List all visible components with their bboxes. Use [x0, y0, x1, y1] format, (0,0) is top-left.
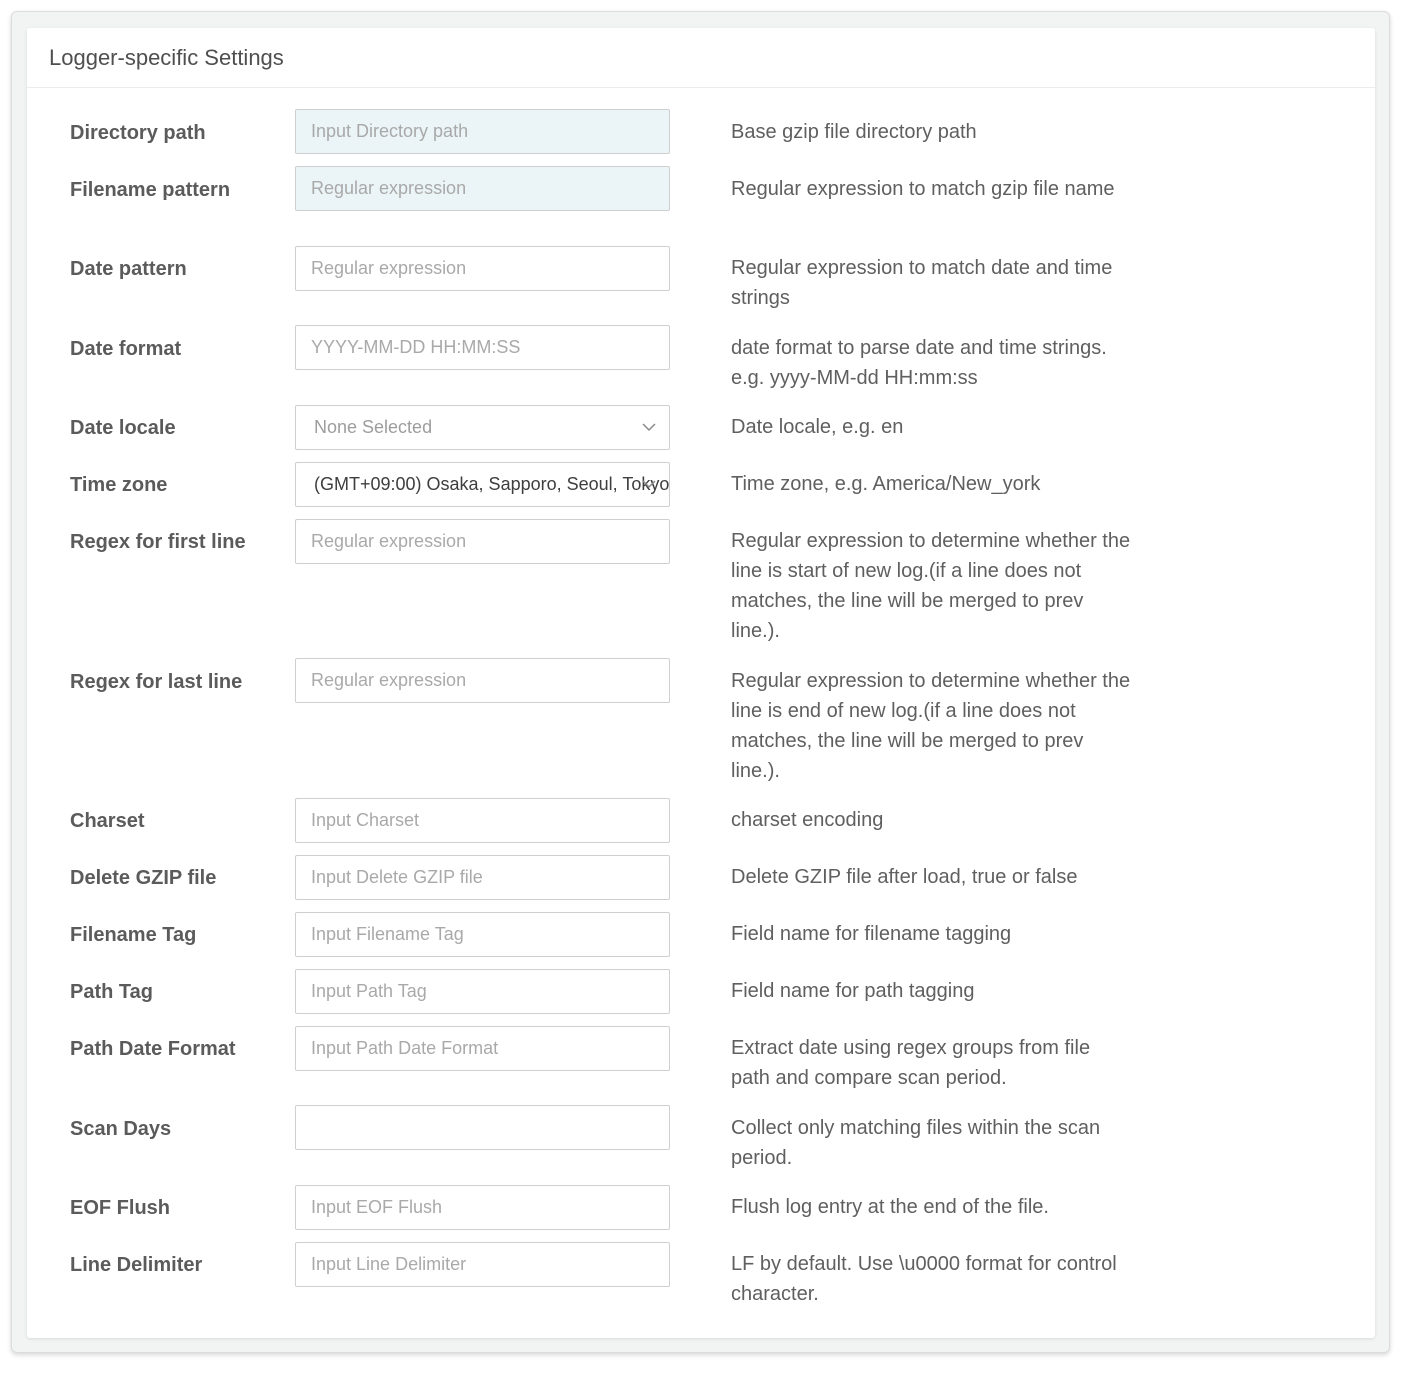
- date-pattern-input[interactable]: [295, 246, 670, 291]
- help-path-tag: Field name for path tagging: [731, 980, 975, 1002]
- label-regex-last-line: Regex for last line: [70, 671, 243, 693]
- help-directory-path: Base gzip file directory path: [731, 121, 977, 143]
- regex-first-line-placeholder: Regular expression: [311, 531, 467, 551]
- regex-last-line-input[interactable]: [295, 658, 670, 703]
- date-locale-value: None Selected: [314, 417, 433, 437]
- path-date-format-input[interactable]: [295, 1026, 670, 1071]
- label-time-zone: Time zone: [70, 474, 168, 496]
- path-date-format-placeholder: Input Path Date Format: [311, 1038, 499, 1058]
- chevron-down-icon: [641, 419, 657, 435]
- help-date-pattern: Regular expression to match date and time strings: [731, 257, 1113, 309]
- eof-flush-input[interactable]: [295, 1185, 670, 1230]
- logger-settings-panel: [27, 28, 1375, 1338]
- delete-gzip-file-placeholder: Input Delete GZIP file: [311, 867, 483, 887]
- line-delimiter-placeholder: Input Line Delimiter: [311, 1254, 467, 1274]
- label-path-tag: Path Tag: [70, 981, 153, 1003]
- panel-title: Logger-specific Settings: [49, 44, 284, 70]
- label-date-pattern: Date pattern: [70, 258, 187, 280]
- filename-tag-placeholder: Input Filename Tag: [311, 924, 464, 944]
- help-path-date-format: Extract date using regex groups from file path and compare scan period.: [731, 1037, 1091, 1089]
- path-tag-input[interactable]: [295, 969, 670, 1014]
- label-delete-gzip-file: Delete GZIP file: [70, 867, 217, 889]
- date-format-placeholder: YYYY-MM-DD HH:MM:SS: [311, 337, 521, 357]
- label-filename-tag: Filename Tag: [70, 924, 197, 946]
- path-tag-placeholder: Input Path Tag: [311, 981, 427, 1001]
- help-date-format: date format to parse date and time strings. e.g. yyyy-MM-dd HH:mm:ss: [731, 337, 1107, 389]
- date-locale-select[interactable]: [295, 405, 670, 450]
- help-date-locale: Date locale, e.g. en: [731, 416, 904, 438]
- label-regex-first-line: Regex for first line: [70, 531, 246, 553]
- help-line-delimiter: LF by default. Use \u0000 format for control character.: [731, 1253, 1117, 1305]
- line-delimiter-input[interactable]: [295, 1242, 670, 1287]
- filename-pattern-placeholder: Regular expression: [311, 178, 467, 198]
- filename-pattern-input[interactable]: [295, 166, 670, 211]
- help-charset: charset encoding: [731, 809, 884, 831]
- help-regex-last-line: Regular expression to determine whether the line is end of new log.(if a line does not matches, the line will be merged to prev line.).: [731, 670, 1131, 782]
- label-directory-path: Directory path: [70, 122, 206, 144]
- label-date-locale: Date locale: [70, 417, 176, 439]
- charset-placeholder: Input Charset: [311, 810, 420, 830]
- label-eof-flush: EOF Flush: [70, 1197, 170, 1219]
- help-eof-flush: Flush log entry at the end of the file.: [731, 1196, 1049, 1218]
- label-filename-pattern: Filename pattern: [70, 179, 231, 201]
- help-delete-gzip-file: Delete GZIP file after load, true or false: [731, 866, 1078, 888]
- eof-flush-placeholder: Input EOF Flush: [311, 1197, 443, 1217]
- label-scan-days: Scan Days: [70, 1118, 172, 1140]
- help-filename-pattern: Regular expression to match gzip file name: [731, 178, 1115, 200]
- help-scan-days: Collect only matching files within the scan period.: [731, 1117, 1101, 1169]
- chevron-down-icon: [641, 476, 657, 492]
- help-time-zone: Time zone, e.g. America/New_york: [731, 473, 1041, 495]
- panel-header: [27, 28, 1375, 88]
- directory-path-input[interactable]: [295, 109, 670, 154]
- directory-path-placeholder: Input Directory path: [311, 121, 469, 141]
- label-date-format: Date format: [70, 338, 182, 360]
- label-charset: Charset: [70, 810, 145, 832]
- help-regex-first-line: Regular expression to determine whether the line is start of new log.(if a line does not matches, the line will be merged to prev line.).: [731, 530, 1131, 642]
- time-zone-value: (GMT+09:00) Osaka, Sapporo, Seoul, Tokyo: [314, 474, 670, 494]
- help-filename-tag: Field name for filename tagging: [731, 923, 1012, 945]
- regex-first-line-input[interactable]: [295, 519, 670, 564]
- date-pattern-placeholder: Regular expression: [311, 258, 467, 278]
- charset-input[interactable]: [295, 798, 670, 843]
- filename-tag-input[interactable]: [295, 912, 670, 957]
- label-path-date-format: Path Date Format: [70, 1038, 236, 1060]
- delete-gzip-file-input[interactable]: [295, 855, 670, 900]
- regex-last-line-placeholder: Regular expression: [311, 670, 467, 690]
- label-line-delimiter: Line Delimiter: [70, 1254, 203, 1276]
- time-zone-select[interactable]: [295, 462, 670, 507]
- scan-days-input[interactable]: [295, 1105, 670, 1150]
- date-format-input[interactable]: [295, 325, 670, 370]
